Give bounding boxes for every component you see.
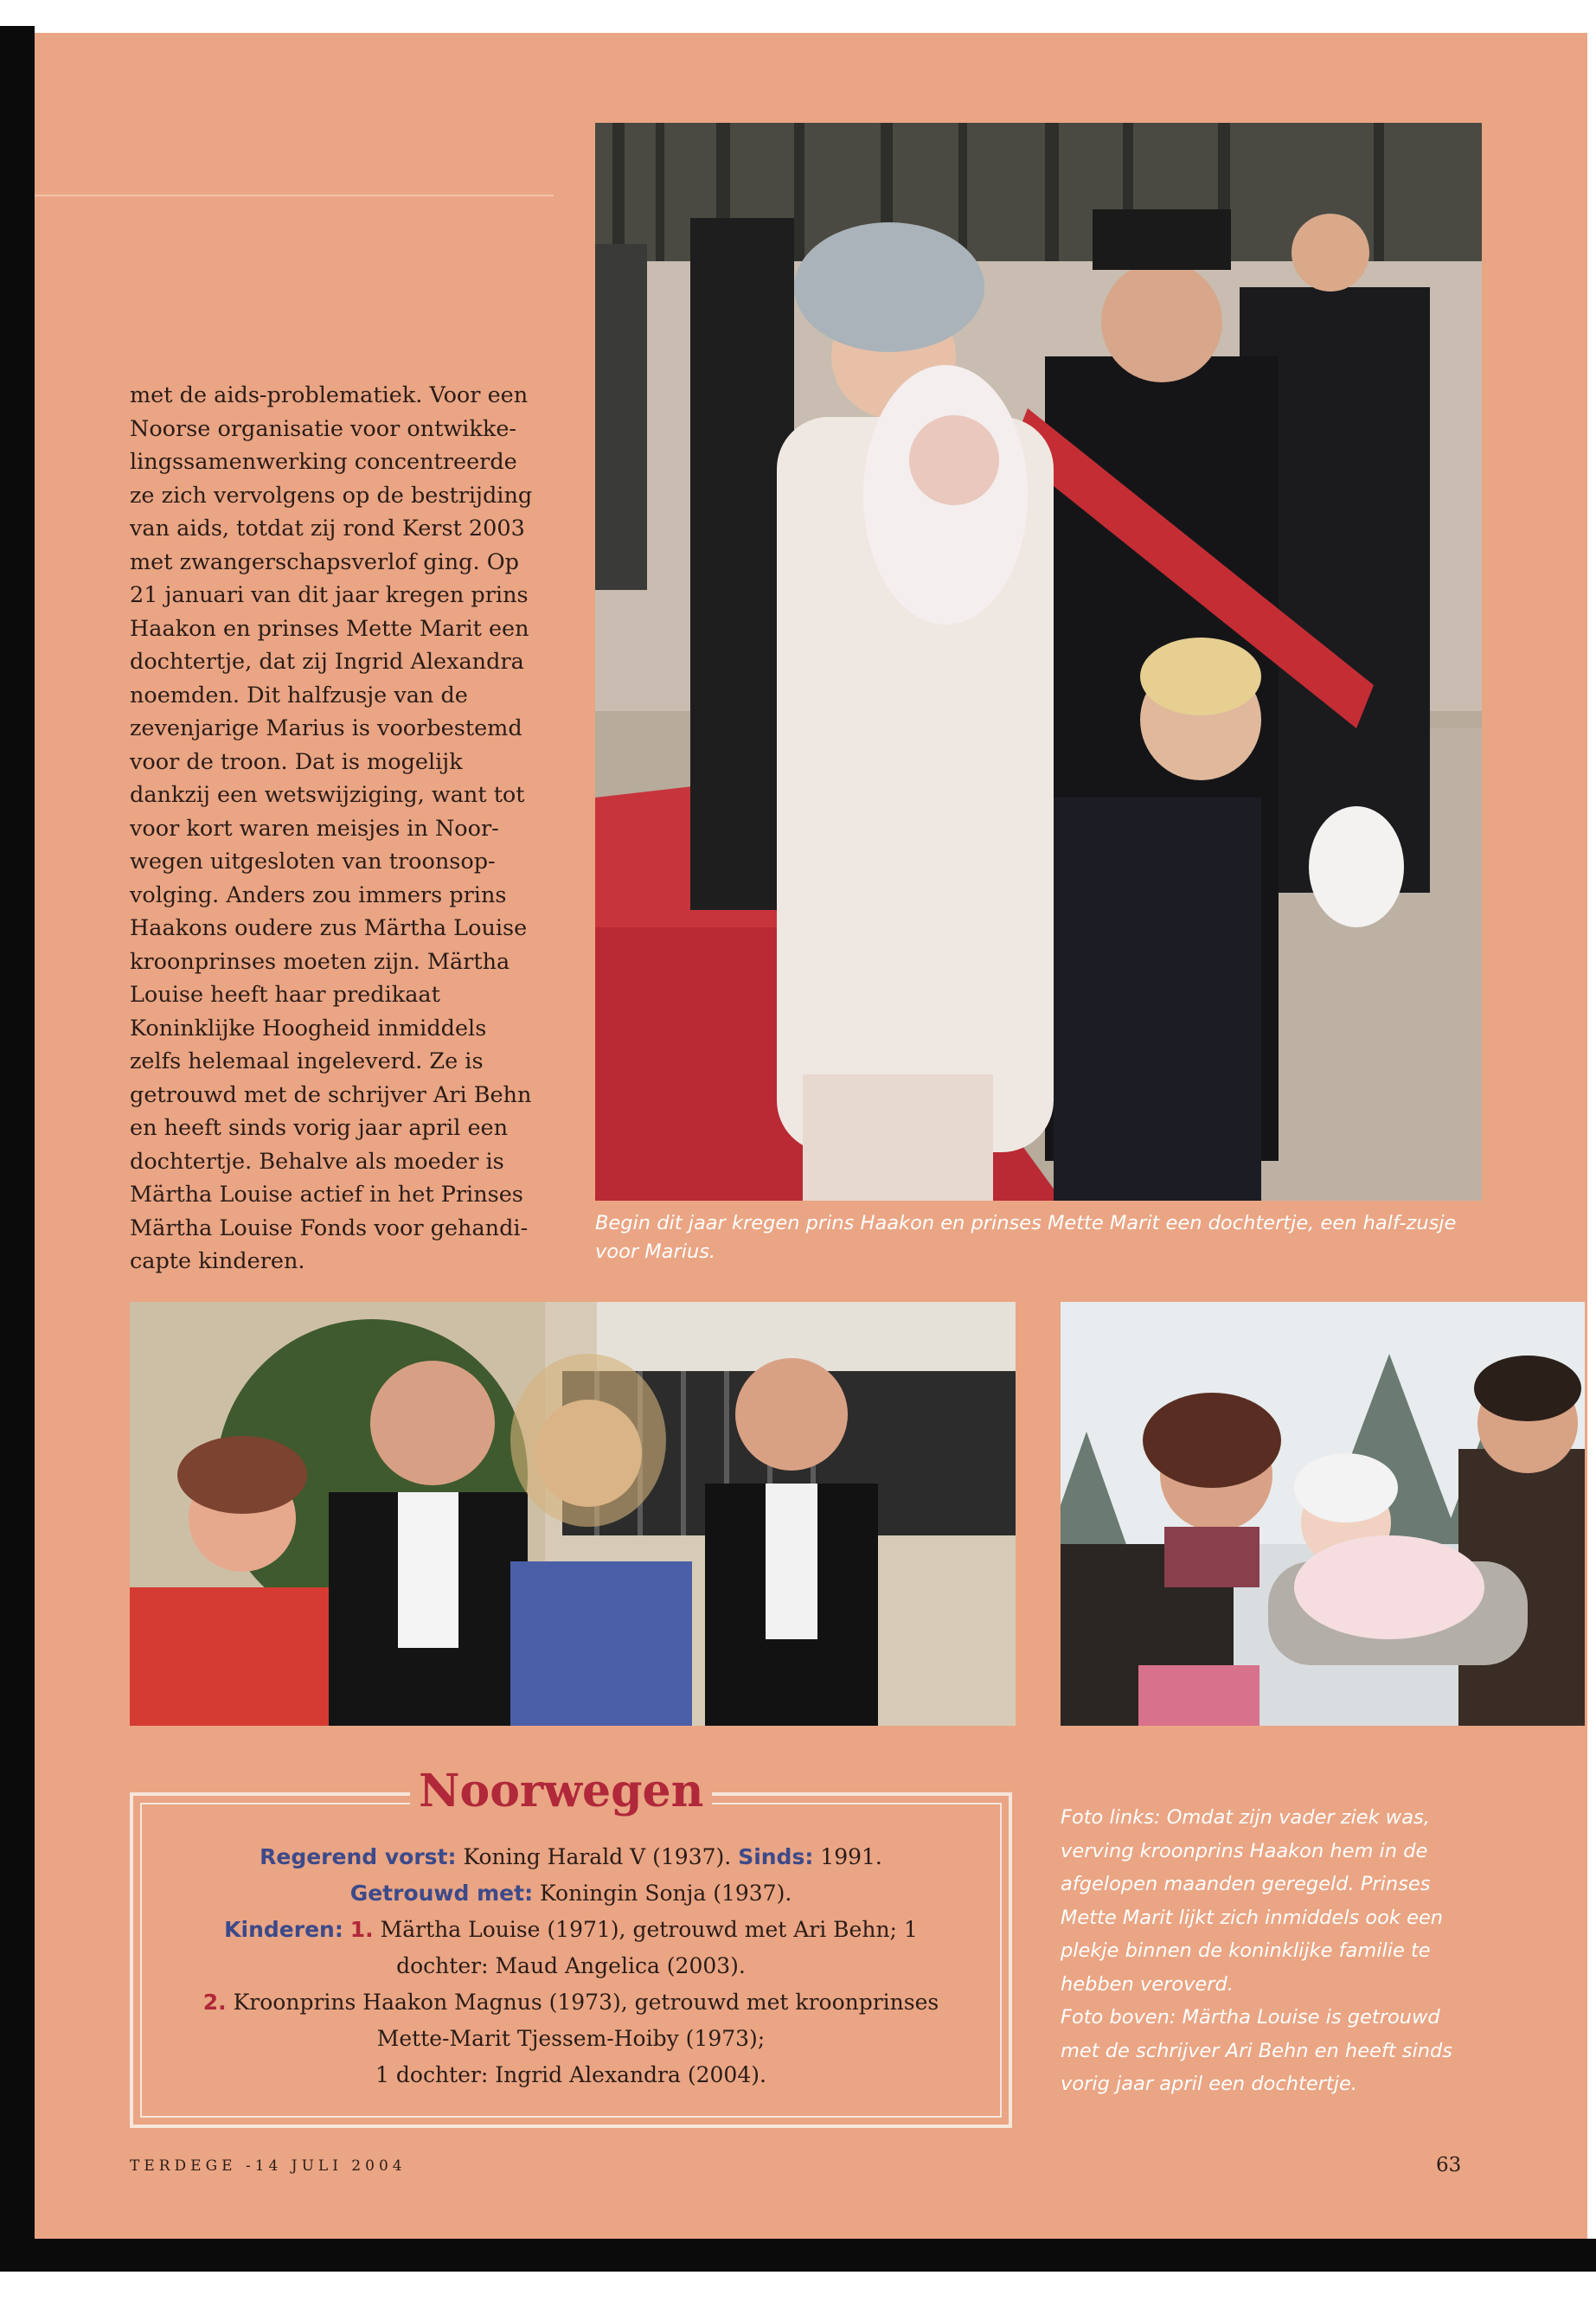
factbox-line-kinderen bbox=[134, 1912, 1008, 1948]
factbox-line-regerend bbox=[134, 1839, 1008, 1875]
sinds-value: 1991. bbox=[820, 1844, 882, 1869]
scan-edge-left bbox=[0, 26, 35, 2266]
top-divider bbox=[35, 195, 554, 196]
caption-baptism: Begin dit jaar kregen prins Haakon en prinses Mette Marit een dochtertje, een half-zusje voor Marius. bbox=[595, 1212, 1457, 1263]
regerend-value: Koning Harald V (1937). bbox=[463, 1844, 732, 1869]
factbox-content bbox=[134, 1839, 1008, 2093]
factbox-line-child1-cont: dochter: Maud Angelica (2003). bbox=[396, 1953, 746, 1978]
getrouwd-value: Koningin Sonja (1937). bbox=[540, 1881, 792, 1906]
scan-edge-bottom bbox=[0, 2239, 1596, 2272]
factbox-title: Noorwegen bbox=[410, 1765, 712, 1818]
child1-number: 1. bbox=[349, 1917, 374, 1942]
footer-publication: TERDEGE -14 JULI 2004 bbox=[130, 2157, 407, 2175]
photo-martha-louise bbox=[1061, 1302, 1585, 1726]
factbox-line-child2-daughter: 1 dochter: Ingrid Alexandra (2004). bbox=[375, 2062, 766, 2087]
factbox-line-child2-cont: Mette-Marit Tjessem-Hoiby (1973); bbox=[376, 2026, 766, 2051]
article-body: met de aids-problematiek. Voor een Noorse organisatie voor ontwikke- lingssamenwerking concentreerde ze zich vervolgens op de bestrijding van aids, totdat zij rond Kerst 2003 met zwangerschapsverlof ging. Op 21 januari van dit jaar kregen prins Haakon en prinses Mette Marit een dochtertje, dat zij Ingrid Alexandra noemden. Dit halfzusje van de zevenjarige Marius is voorbestemd voor de troon. Dat is mogelijk dankzij een wetswijziging, want tot voor kort waren meisjes in Noor- wegen uitgesloten van troonsop- volging. Anders zou immers prins Haakons oudere zus Märtha Louise kroonprinses moeten zijn. Märtha Louise heeft haar predikaat Koninklijke Hoogheid inmiddels zelfs helemaal ingeleverd. Ze is getrouwd met de schrijver Ari Behn en heeft sinds vorig jaar april een dochtertje. Behalve als moeder is Märtha Louise actief in het Prinses Märtha Louise Fonds voor gehandi- capte kinderen. bbox=[130, 382, 533, 1274]
page-number: 63 bbox=[1436, 2154, 1462, 2176]
child1-text: Märtha Louise (1971), getrouwd met Ari Behn; 1 bbox=[380, 1917, 918, 1942]
kinderen-label: Kinderen: bbox=[224, 1917, 343, 1942]
photo-baptism bbox=[595, 123, 1482, 1201]
getrouwd-label: Getrouwd met: bbox=[349, 1881, 534, 1906]
child2-number: 2. bbox=[202, 1990, 227, 2015]
sinds-label: Sinds: bbox=[738, 1844, 814, 1869]
child2-text: Kroonprins Haakon Magnus (1973), getrouwd met kroonprinses bbox=[233, 1990, 939, 2015]
photo-royal-couples bbox=[130, 1302, 1016, 1726]
factbox-line-getrouwd bbox=[134, 1875, 1008, 1912]
factbox-line-child2 bbox=[134, 1984, 1008, 2021]
regerend-label: Regerend vorst: bbox=[260, 1844, 457, 1869]
caption-right: Foto links: Omdat zijn vader ziek was, verving kroonprins Haakon hem in de afgelopen maanden geregeld. Prinses Mette Marit lijkt zich inmiddels ook een plekje binnen de koninklijke familie te hebben veroverd. Foto boven: Märtha Louise is getrouwd met de schrijver Ari Behn en heeft sinds vorig jaar april een dochtertje. bbox=[1061, 1806, 1453, 2095]
